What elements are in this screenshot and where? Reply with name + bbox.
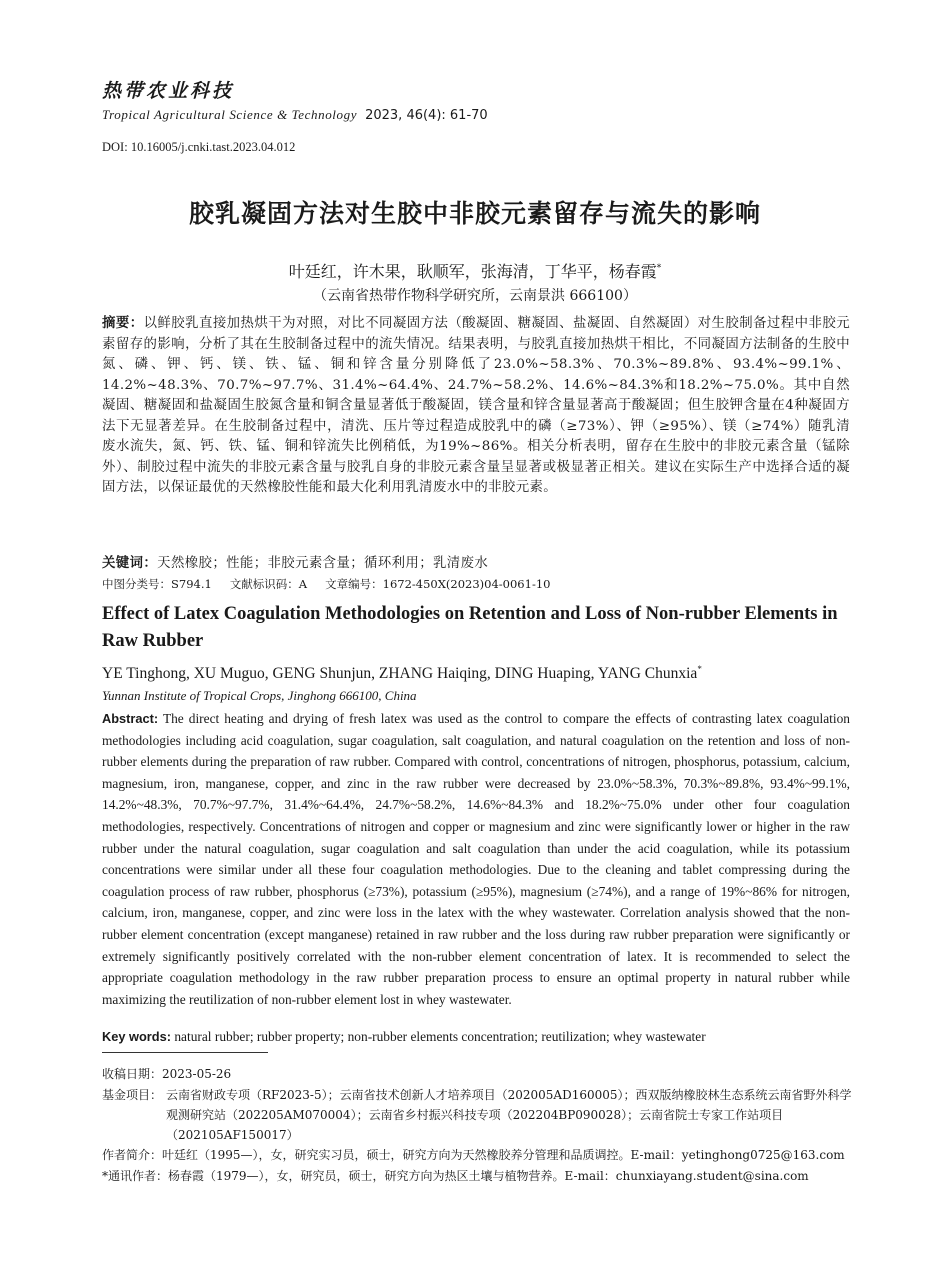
classification-line (102, 576, 568, 592)
footnote-funding-label: 基金项目： (102, 1088, 163, 1102)
corresponding-mark-en: * (697, 664, 702, 674)
abstract-en-text: The direct heating and drying of fresh latex was used as the control to compare the effects of contrasting latex coagulation methodologies including acid coagulation, sugar coagulation, salt coagulation, and natural coagulation on the retention and loss of non-rubber elements during the preparation of raw rubber. Compared with control, concentrations of nitrogen, phosphorus, potassium, calcium, magnesium, iron, manganese, copper, and zinc in the raw rubber were decreased by 23.0%~58.3%, 70.3%~89.8%, 93.4%~99.1%, 14.2%~48.3%, 70.7%~97.7%, 31.4%~64.4%, 24.7%~58.2%, 14.6%~84.3% and 18.2%~75.0% under other four coagulation methodologies, respectively. Concentrations of nitrogen and copper or magnesium and zinc were significantly lower or higher in the raw rubber under the natural coagulation, sugar coagulation and salt coagulation than under the acid coagulation, while its potassium concentrations were similar under all these four coagulation methodologies. Due to the cleaning and tablet compressing during the coagulation process of raw rubber, phosphorus (≥73%), potassium (≥95%), magnesium (≥74%), and a range of 19%~86% for nitrogen, calcium, iron, manganese, copper, and zinc were loss in the latex with the whey wastewater. Correlation analysis showed that the non-rubber element concentration (except manganese) retained in raw rubber and the loss during raw rubber preparation were significantly or extremely significantly positively correlated with the non-rubber element concentration of latex. It is recommended to select the appropriate coagulation methodology in the raw rubber preparation process to ensure an optimal property in natural rubber while maximizing the reutilization of non-rubber element lost in whey wastewater. (102, 711, 850, 1007)
corresponding-mark-cn: * (656, 263, 662, 274)
footnote-received-date: 收稿日期：2023-05-26 (102, 1067, 232, 1081)
authors-en-names: YE Tinghong, XU Muguo, GENG Shunjun, ZHANG Haiqing, DING Huaping, YANG Chunxia (102, 665, 698, 683)
footnote-funding (102, 1085, 852, 1145)
abstract-cn-label: 摘要： (102, 316, 144, 331)
keywords-en-text: natural rubber; rubber property; non-rubber elements concentration; reutilization; whey wastewater (174, 1029, 706, 1044)
article-title-en: Effect of Latex Coagulation Methodologies on Retention and Loss of Non-rubber Elements in Raw Rubber (102, 604, 838, 651)
doi: DOI: 10.16005/j.cnki.tast.2023.04.012 (102, 140, 296, 154)
abstract-en (102, 708, 850, 1010)
footnote-author-intro: 作者简介：叶廷红（1995—），女，研究实习员，硕士，研究方向为天然橡胶养分管理和品质调控。E-mail：yetinghong0725@163.com (102, 1148, 845, 1162)
journal-name-en: Tropical Agricultural Science & Technology (102, 107, 358, 122)
keywords-cn-text: 天然橡胶；性能；非胶元素含量；循环利用；乳清废水 (157, 556, 489, 571)
abstract-cn-text: 以鲜胶乳直接加热烘干为对照，对比不同凝固方法（酸凝固、糖凝固、盐凝固、自然凝固）对生胶制备过程中非胶元素留存的影响，分析了其在生胶制备过程中的流失情况。结果表明，与胶乳直接加热烘干相比，不同凝固方法制备的生胶中氮、磷、钾、钙、镁、铁、锰、铜和锌含量分别降低了23.0%~58.3%、70.3%~89.8%、93.4%~99.1%、14.2%~48.3%、70.7%~97.7%、31.4%~64.4%、24.7%~58.2%、14.6%~84.3%和18.2%~75.0%。其中自然凝固、糖凝固和盐凝固生胶氮含量和铜含量显著低于酸凝固，镁含量和锌含量显著高于酸凝固；但生胶钾含量在4种凝固方法下无显著差异。在生胶制备过程中，清洗、压片等过程造成胶乳中的磷（≥73%）、钾（≥95%）、镁（≥74%）随乳清废水流失，氮、钙、铁、锰、铜和锌流失比例稍低，为19%~86%。相关分析表明，留存在生胶中的非胶元素含量（锰除外）、制胶过程中流失的非胶元素含量与胶乳自身的非胶元素含量呈显著或极显著正相关。建议在实际生产中选择合适的凝固方法，以保证最优的天然橡胶性能和最大化利用乳清废水中的非胶元素。 (102, 316, 850, 495)
footnote-corresponding-author: *通讯作者：杨春霞（1979—），女，研究员，硕士，研究方向为热区土壤与植物营养。E-mail：chunxiayang.student@sina.com (102, 1169, 809, 1183)
keywords-cn (102, 552, 850, 571)
authors-cn (0, 259, 950, 282)
abstract-cn (102, 314, 850, 499)
keywords-cn-label: 关键词： (102, 556, 158, 571)
keywords-en-label: Key words: (102, 1029, 171, 1044)
article-number: 文章编号：1672-450X(2023)04-0061-10 (325, 577, 551, 591)
journal-header-en (102, 107, 488, 123)
abstract-en-label: Abstract: (102, 711, 159, 726)
keywords-en (102, 1029, 850, 1045)
journal-volume-pages: 2023, 46(4): 61-70 (365, 108, 488, 123)
footnote-funding-text: 云南省财政专项（RF2023-5）；云南省技术创新人才培养项目（202005AD160005）；西双版纳橡胶林生态系统云南省野外科学观测研究站（202205AM070004）；云南省乡村振兴科技专项（202204BP090028）；云南省院士专家工作站项目（202105AF150017） (166, 1088, 852, 1142)
document-code: 文献标识码：A (229, 577, 308, 591)
clc-number: 中图分类号：S794.1 (102, 577, 212, 591)
article-title-cn: 胶乳凝固方法对生胶中非胶元素留存与流失的影响 (188, 199, 761, 228)
authors-en (102, 664, 702, 683)
authors-cn-names: 叶廷红，许木果，耿顺军，张海清，丁华平，杨春霞 (288, 262, 657, 281)
footnote-divider (102, 1052, 268, 1053)
journal-name-cn: 热带农业科技 (102, 80, 235, 102)
affiliation-en: Yunnan Institute of Tropical Crops, Jinghong 666100, China (102, 688, 417, 703)
affiliation-cn: （云南省热带作物科学研究所，云南景洪 666100） (313, 288, 637, 304)
